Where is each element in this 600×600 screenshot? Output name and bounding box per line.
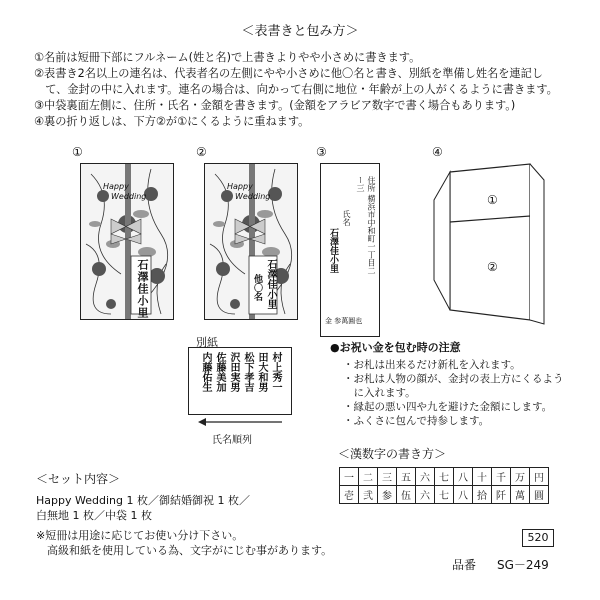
instruction-3: ③中袋裏面左側に、住所・氏名・金額を書きます。(金額をアラビア数字で書く場合もあります。) <box>34 99 516 112</box>
kanji-cell: 七 <box>435 486 454 504</box>
inner-amount: 金 参萬圓也 <box>325 317 363 325</box>
bessi-name-4: 沢田実男 <box>228 352 239 392</box>
set-line-2: 白無地 1 枚／中袋 1 枚 <box>36 509 152 522</box>
kanji-cell: 六 <box>416 468 435 486</box>
product-label: 品番 <box>452 558 477 572</box>
envelope-figure-1 <box>80 163 174 320</box>
figure-number-4: ④ <box>432 145 443 159</box>
arrow-icon <box>196 415 286 429</box>
notes-heading: ●お祝い金を包む時の注意 <box>330 341 461 354</box>
figure-number-2: ② <box>196 145 207 159</box>
kanji-cell: 八 <box>454 486 473 504</box>
note-item-1: ・お札は出来るだけ新札を入れます。 <box>343 359 521 371</box>
kanji-table <box>339 467 549 504</box>
bessi-name-6: 内藤佑生 <box>200 352 211 392</box>
fold-label-1: ① <box>487 193 498 207</box>
set-note-2: 高級和紙を使用している為、文字がにじむ事があります。 <box>36 544 333 557</box>
kanji-cell: 三 <box>378 468 397 486</box>
arrow-label: 氏名順列 <box>212 435 252 446</box>
kanji-cell: 圓 <box>530 486 549 504</box>
kanji-cell: 阡 <box>492 486 511 504</box>
instruction-2: ②表書き2名以上の連名は、代表者名の左側にやや小さめに他〇名と書き、別紙を準備し姓名を連記し <box>34 67 543 80</box>
instruction-4: ④裏の折り返しは、下方②が①にくるように重ねます。 <box>34 115 310 128</box>
kanji-cell: 一 <box>340 468 359 486</box>
envelope-figure-2 <box>204 163 298 320</box>
instruction-2-cont: て、金封の中に入れます。連名の場合は、向かって右側に地位・年齢が上の人がくるように書きます。 <box>34 83 558 96</box>
instruction-1: ①名前は短冊下部にフルネーム(姓と名)で上書きよりやや小さめに書きます。 <box>34 51 421 64</box>
fold-label-2: ② <box>487 260 498 274</box>
kanji-cell: 弐 <box>359 486 378 504</box>
page-title: ＜表書きと包み方＞ <box>241 24 359 39</box>
note-item-2-cont: に入れます。 <box>343 387 416 399</box>
bessi-name-3: 松下孝吉 <box>242 352 253 392</box>
kanji-cell: 二 <box>359 468 378 486</box>
happy-label: Happy <box>103 182 129 191</box>
bessi-name-1: 村上秀一 <box>270 352 281 392</box>
note-item-2: ・お札は人物の顔が、金封の表上方にくるよう <box>343 373 564 385</box>
figure-number-3: ③ <box>316 145 327 159</box>
bessi-label: 別紙 <box>196 336 218 349</box>
set-heading: ＜セット内容＞ <box>36 472 121 486</box>
happy-label: Happy <box>227 182 253 191</box>
set-note-1: ※短冊は用途に応じてお使い分け下さい。 <box>36 529 244 542</box>
kanji-cell: 八 <box>454 468 473 486</box>
envelope-name-1: 石澤佳小里 <box>136 259 149 319</box>
inner-address: 住所 横浜市中和町一丁目二ー三 <box>356 176 376 275</box>
envelope-others: 他〇名 <box>252 274 262 301</box>
kanji-heading: ＜漢数字の書き方＞ <box>338 447 447 461</box>
kanji-cell: 六 <box>416 486 435 504</box>
kanji-cell: 拾 <box>473 486 492 504</box>
bessi-name-5: 佐藤美加 <box>214 352 225 392</box>
kanji-cell: 万 <box>511 468 530 486</box>
kanji-cell: 五 <box>397 468 416 486</box>
kanji-row-common <box>340 468 549 486</box>
kanji-cell: 伍 <box>397 486 416 504</box>
fold-diagram <box>432 160 552 330</box>
kanji-cell: 十 <box>473 468 492 486</box>
wedding-label: Wedding <box>235 192 271 201</box>
kanji-cell: 七 <box>435 468 454 486</box>
kanji-cell: 千 <box>492 468 511 486</box>
kanji-cell: 参 <box>378 486 397 504</box>
kanji-cell: 壱 <box>340 486 359 504</box>
bessi-box <box>188 347 292 415</box>
bessi-name-2: 田大和男 <box>256 352 267 392</box>
note-item-4: ・ふくさに包んで持参します。 <box>343 415 490 427</box>
envelope-name-2: 石澤佳小里 <box>265 259 276 309</box>
note-item-3: ・縁起の悪い四や九を避けた金額にします。 <box>343 401 553 413</box>
kanji-cell: 円 <box>530 468 549 486</box>
product-code: SG－249 <box>497 558 549 572</box>
inner-name-label: 氏名 <box>342 210 351 226</box>
wedding-label: Wedding <box>111 192 147 201</box>
inner-envelope-figure <box>320 163 380 337</box>
price-badge: 520 <box>522 529 554 547</box>
kanji-row-formal <box>340 486 549 504</box>
inner-name: 石澤佳小里 <box>328 228 338 273</box>
figure-number-1: ① <box>72 145 83 159</box>
kanji-cell: 萬 <box>511 486 530 504</box>
set-line-1: Happy Wedding 1 枚／御結婚御祝 1 枚／ <box>36 494 250 507</box>
